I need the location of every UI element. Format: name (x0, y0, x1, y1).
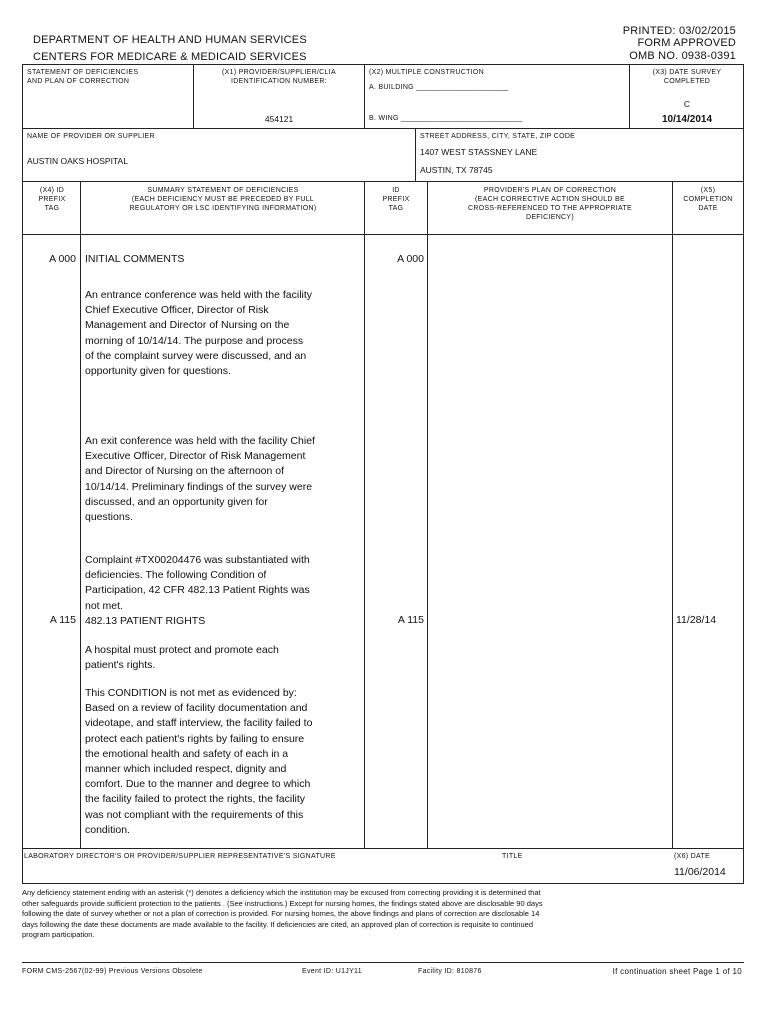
x4-header: (X4) ID PREFIX TAG (38, 187, 66, 212)
building-label: A. BUILDING ______________________ (369, 84, 509, 91)
form-approved: FORM APPROVED (637, 37, 736, 49)
provider-name-label: NAME OF PROVIDER OR SUPPLIER (27, 133, 155, 140)
right-border (743, 64, 744, 883)
x1-label: (X1) PROVIDER/SUPPLIER/CLIA IDENTIFICATION NUMBER: (222, 69, 336, 85)
provider-name: AUSTIN OAKS HOSPITAL (27, 156, 128, 166)
footer-rule (22, 962, 744, 963)
x5-header: (X5) COMPLETION DATE (683, 187, 733, 212)
patient-rights-paragraph: A hospital must protect and promote each patient's rights. (85, 644, 279, 672)
condition-paragraph: This CONDITION is not met as evidenced by: Based on a review of facility documentation and videotape, and staff interview, the facility failed to protect each patient's rights by failing to ensure the emotional health and safety of each in a manner which included respect, dignity and comfort. Due to the manner and degree to which the facility failed to protect the rights, the facility was not compliant with the requirements of this condition. (85, 687, 313, 836)
city-state-zip: AUSTIN, TX 78745 (420, 165, 493, 175)
col-line-4 (672, 181, 673, 848)
x2-label: (X2) MULTIPLE CONSTRUCTION (369, 69, 485, 76)
date-label: (X6) DATE (674, 853, 711, 860)
facility-id: Facility ID: 810876 (418, 968, 482, 975)
columns-bottom (22, 234, 744, 235)
signature-label: LABORATORY DIRECTOR'S OR PROVIDER/SUPPLIER REPRESENTATIVE'S SIGNATURE (24, 853, 336, 860)
tag-a115-plan: A 115 (397, 614, 424, 626)
divider-x2 (364, 64, 365, 128)
address-label: STREET ADDRESS, CITY, STATE, ZIP CODE (420, 133, 576, 140)
id-header: ID PREFIX TAG (382, 187, 410, 212)
x1-value: 454121 (264, 114, 294, 124)
entrance-conference-paragraph: An entrance conference was held with the facility Chief Executive Officer, Director of Risk Management and Director of Nursing on the morning of 10/14/14. The purpose and process of the complaint survey were discussed, and an opportunity given for questions. (85, 289, 313, 378)
summary-header: SUMMARY STATEMENT OF DEFICIENCIES (EACH DEFICIENCY MUST BE PRECEDED BY FULL REGULATORY OR LSC IDENTIFYING INFORMATION) (129, 187, 317, 212)
plan-header: PROVIDER'S PLAN OF CORRECTION (EACH CORRECTIVE ACTION SHOULD BE CROSS-REFERENCED TO THE APPROPRIATE DEFICIENCY) (467, 187, 632, 221)
title-label: TITLE (502, 853, 523, 860)
tag-a115: A 115 (49, 614, 76, 626)
x3-label: (X3) DATE SURVEY COMPLETED (652, 69, 722, 85)
divider-address (415, 128, 416, 181)
left-border (22, 64, 23, 883)
col-line-3 (427, 181, 428, 848)
form-number: FORM CMS-2567(02-99) Previous Versions Obsolete (22, 968, 203, 975)
completion-date-a115: 11/28/14 (676, 614, 717, 626)
tag-a000-plan: A 000 (397, 253, 424, 265)
x3-date: 10/14/2014 (661, 114, 713, 125)
printed-date: PRINTED: 03/02/2015 (622, 25, 736, 37)
disclaimer-text: Any deficiency statement ending with an asterisk (*) denotes a deficiency which the institution may be excused from correcting providing it is determined that other safeguards provide sufficient protection to the patients . (See instructions.) Except for nursing homes, the findings stated above are disclosable 90 days following the date of survey whether or not a plan of correction is provided. For nursing homes, the above findings and plans of correction are disclosable 14 days following the date these documents are made available to the facility. If deficiencies are cited, an approved plan of correction is requisite to continued program participation. (22, 888, 543, 939)
event-id: Event ID: U1JY11 (302, 968, 362, 975)
tag-a000: A 000 (49, 253, 76, 265)
col-line-1 (80, 181, 81, 848)
signature-bottom (22, 883, 744, 884)
divider-x3 (629, 64, 630, 128)
statement-label: STATEMENT OF DEFICIENCIES AND PLAN OF CORRECTION (27, 69, 139, 85)
divider-x1 (193, 64, 194, 128)
box1-bottom (22, 128, 744, 129)
table-bottom (22, 848, 744, 849)
street-address: 1407 WEST STASSNEY LANE (420, 147, 538, 157)
col-line-2 (364, 181, 365, 848)
x3-code: C (683, 99, 691, 109)
agency-line-2: CENTERS FOR MEDICARE & MEDICAID SERVICES (33, 51, 307, 63)
omb-number: OMB NO. 0938-0391 (629, 50, 736, 62)
exit-conference-paragraph: An exit conference was held with the facility Chief Executive Officer, Director of Risk Management and Director of Nursing on the afternoon of 10/14/14. Preliminary findings of the survey were discussed, and an opportunity given for questions. (85, 435, 315, 524)
provider-bottom (22, 181, 744, 182)
initial-comments-heading: INITIAL COMMENTS (85, 253, 185, 265)
continuation-page: If continuation sheet Page 1 of 10 (612, 967, 742, 976)
complaint-paragraph: Complaint #TX00204476 was substantiated with deficiencies. The following Condition of Participation, 42 CFR 482.13 Patient Rights was not met. 482.13 PATIENT RIGHTS (85, 554, 310, 627)
signature-date: 11/06/2014 (674, 866, 726, 878)
top-border (22, 64, 744, 65)
wing-label: B. WING _____________________________ (369, 115, 523, 122)
agency-line-1: DEPARTMENT OF HEALTH AND HUMAN SERVICES (33, 34, 307, 46)
